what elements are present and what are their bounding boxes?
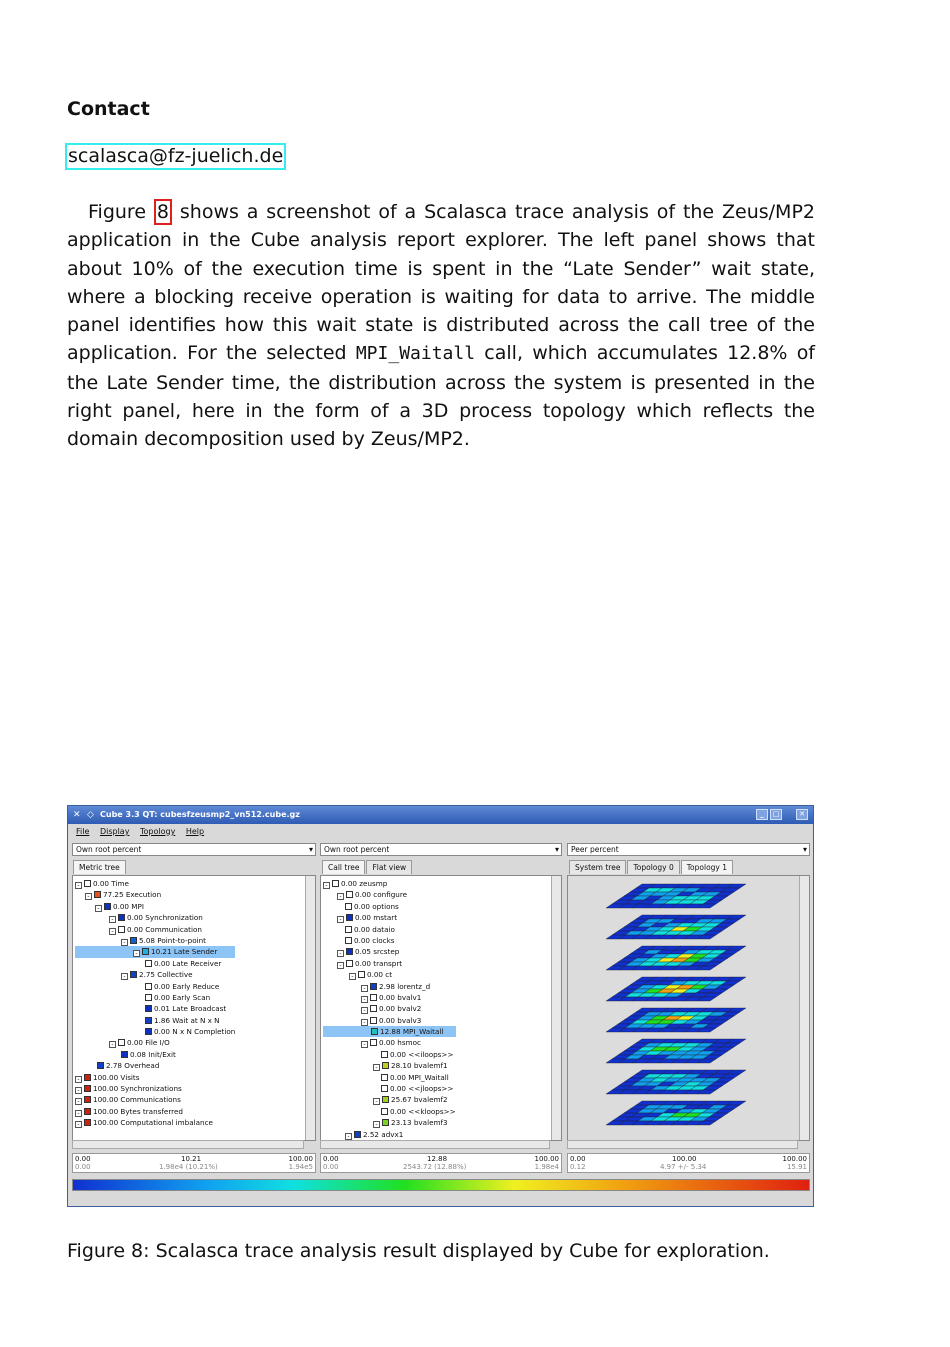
tree-row[interactable]	[323, 1003, 456, 1014]
tree-row-label: 1.86 Wait at N x N	[154, 1015, 220, 1025]
tree-row-label: 0.00 <<kloops>>	[390, 1106, 456, 1116]
stat-max-abs: 1.98e4	[534, 1163, 559, 1171]
tree-row-label: 2.78 Overhead	[106, 1061, 160, 1071]
topology-3d-view[interactable]	[568, 876, 800, 1140]
value-color-swatch	[382, 1119, 389, 1126]
section-heading: Contact	[67, 98, 150, 120]
value-color-swatch	[370, 994, 377, 1001]
code-mpi-waitall: MPI_Waitall	[355, 343, 476, 365]
value-color-swatch	[345, 903, 352, 910]
tab-flat-view[interactable]: Flat view	[366, 860, 412, 874]
tree-row[interactable]	[75, 1037, 235, 1048]
menu-bar	[68, 824, 813, 840]
tree-row-label: 28.10 bvalemf1	[391, 1061, 448, 1071]
value-color-swatch	[84, 1108, 91, 1115]
window-titlebar	[68, 806, 813, 824]
body-paragraph	[67, 198, 815, 454]
expand-toggle-icon[interactable]: -	[349, 973, 356, 980]
expand-toggle-icon[interactable]: -	[85, 893, 92, 900]
tree-row-label: 0.00 Late Receiver	[154, 958, 222, 968]
tree-row-label: 10.21 Late Sender	[151, 947, 218, 957]
expand-toggle-icon[interactable]: -	[337, 950, 344, 957]
tree-row[interactable]	[75, 912, 235, 923]
tree-row[interactable]	[75, 924, 235, 935]
menu-topology[interactable]: Topology	[139, 827, 176, 836]
close-icon[interactable]: ✕	[796, 809, 808, 820]
tree-row[interactable]	[75, 1106, 235, 1117]
tree-row[interactable]	[323, 946, 456, 957]
tree-row[interactable]	[75, 1026, 235, 1037]
expand-toggle-icon[interactable]: -	[121, 939, 128, 946]
tree-row[interactable]	[323, 1129, 456, 1140]
metric-tree	[75, 878, 235, 1129]
tree-row-label: 25.67 bvalemf2	[391, 1095, 448, 1105]
tree-row[interactable]	[323, 1037, 456, 1048]
tree-row[interactable]	[75, 1094, 235, 1105]
tree-row[interactable]	[75, 1083, 235, 1094]
expand-toggle-icon[interactable]: -	[361, 1007, 368, 1014]
value-color-swatch	[142, 948, 149, 955]
metric-scrollbar[interactable]	[305, 876, 315, 1140]
tree-row-label: 0.00 ct	[367, 970, 393, 980]
tree-row[interactable]	[323, 912, 456, 923]
tree-row[interactable]	[75, 878, 235, 889]
tree-row-label: 0.01 Late Broadcast	[154, 1004, 227, 1014]
value-color-swatch	[104, 903, 111, 910]
cube-screenshot	[67, 805, 814, 1207]
expand-toggle-icon[interactable]: -	[109, 928, 116, 935]
tree-row[interactable]	[75, 1060, 235, 1071]
stat-max: 100.00	[782, 1155, 807, 1163]
topology-layer[interactable]	[606, 884, 746, 908]
tree-row-label: 100.00 Communications	[93, 1095, 181, 1105]
metric-mode-select[interactable]: Own root percent ▾	[72, 843, 316, 856]
stat-value: 10.21	[181, 1155, 202, 1163]
tree-row[interactable]	[75, 889, 235, 900]
metric-tree-panel	[72, 875, 316, 1141]
value-color-swatch	[370, 1017, 377, 1024]
paragraph-text: shows a screenshot of a Scalasca trace analysis of the Zeus/MP2 application in the Cube analysis report explorer. The left panel shows that about 10% of the execution time is spent in the “Late Sender” wait state, where a blocking receive operation is waiting for data to arrive. The middle panel identifies how this wait state is distributed across the call tree of the application. For the selected	[67, 201, 815, 365]
tree-row[interactable]	[75, 1003, 235, 1014]
stat-min: 0.00	[570, 1155, 586, 1163]
expand-toggle-icon[interactable]: -	[373, 1064, 380, 1071]
tree-row-label: 100.00 Bytes transferred	[93, 1106, 183, 1116]
value-color-swatch	[145, 1028, 152, 1035]
value-color-swatch	[84, 1119, 91, 1126]
tree-row-label: 0.00 Early Reduce	[154, 981, 220, 991]
stat-value: 12.88	[427, 1155, 448, 1163]
tree-row[interactable]	[75, 946, 235, 957]
tree-row-label: 100.00 Computational imbalance	[93, 1118, 213, 1128]
tree-row[interactable]	[75, 969, 235, 980]
value-color-swatch	[84, 1074, 91, 1081]
stat-min: 0.00	[323, 1155, 339, 1163]
tree-row-label: 0.00 MPI_Waitall	[390, 1072, 449, 1082]
paragraph-text: Figure	[88, 201, 154, 223]
tree-row[interactable]	[323, 969, 456, 980]
value-color-swatch	[370, 1005, 377, 1012]
tree-row-label: 0.08 Init/Exit	[130, 1049, 176, 1059]
left-tabs	[73, 860, 127, 874]
expand-toggle-icon[interactable]: -	[75, 1110, 82, 1117]
expand-toggle-icon[interactable]: -	[361, 1019, 368, 1026]
tree-row-label: 100.00 Synchronizations	[93, 1084, 182, 1094]
value-color-swatch	[84, 1085, 91, 1092]
paragraph-text: call, which accumulates 12.8% of the Late Sender time, the distribution across the system is presented in the right panel, here in the form of a 3D process topology which reflects the domain decomposition used by Zeus/MP2.	[67, 342, 816, 451]
contact-email-link[interactable]: scalasca@fz-juelich.de	[65, 143, 286, 170]
topology-layer[interactable]	[606, 915, 746, 939]
stat-max: 100.00	[288, 1155, 313, 1163]
value-color-swatch	[130, 971, 137, 978]
value-color-swatch	[346, 914, 353, 921]
topology-layer[interactable]	[606, 1101, 746, 1125]
calltree-scrollbar[interactable]	[551, 876, 561, 1140]
tree-row[interactable]	[323, 1049, 456, 1060]
expand-toggle-icon[interactable]: -	[109, 916, 116, 923]
value-color-swatch	[370, 1039, 377, 1046]
tab-topology-0[interactable]: Topology 0	[627, 860, 679, 874]
minimize-icon[interactable]: _	[756, 809, 768, 820]
expand-toggle-icon[interactable]: -	[345, 1133, 352, 1140]
value-color-swatch	[130, 937, 137, 944]
value-color-swatch	[345, 937, 352, 944]
tree-row[interactable]	[323, 992, 456, 1003]
tree-row[interactable]	[75, 1049, 235, 1060]
value-color-swatch	[346, 960, 353, 967]
topology-stats	[567, 1153, 810, 1173]
tree-row[interactable]	[323, 1060, 456, 1071]
tree-row-label: 0.00 <<jloops>>	[390, 1084, 454, 1094]
tree-row-label: 0.00 options	[354, 901, 399, 911]
value-color-swatch	[84, 1096, 91, 1103]
tree-row-label: 0.05 srcstep	[355, 947, 400, 957]
tab-system-tree[interactable]: System tree	[569, 860, 626, 874]
stat-min-abs: 0.00	[75, 1163, 91, 1171]
value-color-swatch	[354, 1131, 361, 1138]
tree-row[interactable]	[323, 924, 456, 935]
tree-row-label: 2.52 advx1	[363, 1129, 404, 1139]
window-title: Cube 3.3 QT: cubesfzeusmp2_vn512.cube.gz	[100, 810, 300, 819]
value-color-swatch	[381, 1074, 388, 1081]
tree-row-label: 0.00 mstart	[355, 913, 398, 923]
tree-row[interactable]	[323, 1094, 456, 1105]
tree-row-label: 0.00 Time	[93, 879, 129, 888]
tree-row-label: 0.00 N x N Completion	[154, 1027, 236, 1037]
figure-ref-link[interactable]: 8	[154, 199, 172, 225]
stat-value: 100.00	[672, 1155, 697, 1163]
value-color-swatch	[145, 994, 152, 1001]
value-color-swatch	[118, 914, 125, 921]
expand-toggle-icon[interactable]: -	[75, 1098, 82, 1105]
value-color-swatch	[382, 1062, 389, 1069]
menu-display[interactable]: Display	[99, 827, 130, 836]
stat-max-abs: 15.91	[786, 1163, 807, 1171]
calltree-mode-select[interactable]: Own root percent ▾	[320, 843, 562, 856]
tree-row-label: 100.00 Visits	[93, 1072, 140, 1082]
expand-toggle-icon[interactable]: -	[75, 1076, 82, 1083]
tree-row[interactable]	[75, 958, 235, 969]
topology-layer[interactable]	[606, 1039, 746, 1063]
topology-hscroll[interactable]	[567, 1140, 798, 1149]
tree-row[interactable]	[323, 889, 456, 900]
tree-row-label: 2.75 Collective	[139, 970, 193, 980]
tree-row[interactable]	[323, 1026, 456, 1037]
expand-toggle-icon[interactable]: -	[121, 973, 128, 980]
value-color-swatch	[145, 1005, 152, 1012]
value-color-swatch	[381, 1108, 388, 1115]
tree-row-label: 0.00 bvalv1	[379, 992, 422, 1002]
expand-toggle-icon[interactable]: -	[373, 1098, 380, 1105]
app-icon: ✕	[73, 810, 81, 820]
expand-toggle-icon[interactable]: -	[75, 1087, 82, 1094]
tree-row[interactable]	[75, 981, 235, 992]
tree-row[interactable]	[75, 1117, 235, 1128]
tree-row-label: 0.00 hsmoc	[379, 1038, 421, 1048]
expand-toggle-icon[interactable]: -	[323, 882, 330, 889]
value-color-swatch	[145, 1017, 152, 1024]
expand-toggle-icon[interactable]: -	[75, 1121, 82, 1128]
expand-toggle-icon[interactable]: -	[95, 905, 102, 912]
stat-min-abs: 0.00	[323, 1163, 339, 1171]
value-color-swatch	[371, 1028, 378, 1035]
tree-row[interactable]	[323, 1015, 456, 1026]
value-color-swatch	[145, 983, 152, 990]
expand-toggle-icon[interactable]: -	[133, 950, 140, 957]
tab-call-tree[interactable]: Call tree	[322, 860, 365, 874]
menu-help[interactable]: Help	[185, 827, 205, 836]
tree-row[interactable]	[75, 935, 235, 946]
expand-toggle-icon[interactable]: -	[337, 916, 344, 923]
expand-toggle-icon[interactable]: -	[361, 996, 368, 1003]
stat-min-abs: 0.12	[570, 1163, 586, 1171]
tree-row[interactable]	[323, 981, 456, 992]
tree-row-label: 0.00 <<iloops>>	[390, 1049, 454, 1059]
value-color-swatch	[118, 1039, 125, 1046]
maximize-icon[interactable]: □	[770, 809, 782, 820]
color-scale-bar	[72, 1179, 810, 1191]
call-tree	[323, 878, 456, 1140]
tree-row-label: 0.00 configure	[355, 890, 408, 900]
tree-row[interactable]	[323, 1106, 456, 1117]
tree-row-label: 0.00 clocks	[354, 935, 395, 945]
tree-row-label: 0.00 bvalv2	[379, 1004, 422, 1014]
tree-row-label: 0.00 dataio	[354, 924, 395, 934]
expand-toggle-icon[interactable]: -	[75, 882, 82, 889]
stat-min: 0.00	[75, 1155, 91, 1163]
right-tabs	[569, 860, 734, 874]
value-color-swatch	[370, 983, 377, 990]
topology-layer[interactable]	[606, 977, 746, 1001]
metric-stats	[72, 1153, 316, 1173]
window-menu-icon: ◇	[87, 810, 94, 820]
tab-metric-tree[interactable]: Metric tree	[73, 860, 126, 874]
metric-hscroll[interactable]	[72, 1140, 304, 1149]
tree-row[interactable]	[75, 1072, 235, 1083]
tree-row[interactable]	[323, 1083, 456, 1094]
tree-row[interactable]	[323, 1117, 456, 1128]
tree-row[interactable]	[323, 958, 456, 969]
value-color-swatch	[84, 880, 91, 887]
value-color-swatch	[358, 971, 365, 978]
tree-row-label: 5.08 Point-to-point	[139, 935, 207, 945]
stat-max: 100.00	[534, 1155, 559, 1163]
tree-row-label: 0.00 Synchronization	[127, 913, 203, 923]
stat-value-abs: 2543.72 (12.88%)	[403, 1163, 467, 1171]
tree-row-label: 0.00 File I/O	[127, 1038, 170, 1048]
stat-value-abs: 1.98e4 (10.21%)	[159, 1163, 218, 1171]
topology-layer[interactable]	[606, 1008, 746, 1032]
value-color-swatch	[381, 1051, 388, 1058]
middle-tabs	[322, 860, 413, 874]
tree-row[interactable]	[75, 992, 235, 1003]
topology-scrollbar[interactable]	[799, 876, 809, 1140]
calltree-stats	[320, 1153, 562, 1173]
value-color-swatch	[94, 891, 101, 898]
value-color-swatch	[346, 891, 353, 898]
topology-layer[interactable]	[606, 946, 746, 970]
system-mode-select[interactable]: Peer percent ▾	[567, 843, 810, 856]
expand-toggle-icon[interactable]: -	[361, 1041, 368, 1048]
tree-row-label: 2.98 lorentz_d	[379, 981, 431, 991]
tree-row[interactable]	[323, 935, 456, 946]
expand-toggle-icon[interactable]: -	[337, 962, 344, 969]
tree-row[interactable]	[323, 878, 456, 889]
tree-row-label: 0.00 bvalv3	[379, 1015, 422, 1025]
tree-row-label: 23.13 bvalemf3	[391, 1118, 448, 1128]
expand-toggle-icon[interactable]: -	[337, 893, 344, 900]
tree-row[interactable]	[75, 901, 235, 912]
value-color-swatch	[121, 1051, 128, 1058]
menu-file[interactable]: File	[76, 827, 90, 836]
calltree-hscroll[interactable]	[320, 1140, 550, 1149]
tree-row-label: 0.00 transprt	[355, 958, 403, 968]
value-color-swatch	[381, 1085, 388, 1092]
tree-row-label: 12.88 MPI_Waitall	[380, 1027, 444, 1037]
tree-row[interactable]	[323, 901, 456, 912]
call-tree-panel	[320, 875, 562, 1141]
tree-row[interactable]	[75, 1015, 235, 1026]
tree-row-label: 0.00 Early Scan	[154, 992, 211, 1002]
expand-toggle-icon[interactable]: -	[373, 1121, 380, 1128]
expand-toggle-icon[interactable]: -	[109, 1041, 116, 1048]
topology-panel	[567, 875, 810, 1141]
value-color-swatch	[332, 880, 339, 887]
stat-max-abs: 1.94e5	[288, 1163, 313, 1171]
value-color-swatch	[97, 1062, 104, 1069]
tree-row-label: 0.00 MPI	[113, 901, 144, 911]
value-color-swatch	[118, 926, 125, 933]
tree-row-label: 0.00 zeusmp	[341, 879, 388, 888]
figure-caption: Figure 8: Scalasca trace analysis result displayed by Cube for exploration.	[67, 1240, 770, 1262]
value-color-swatch	[346, 948, 353, 955]
tree-row[interactable]	[323, 1072, 456, 1083]
stat-value-abs: 4.97 +/- 5.34	[660, 1163, 707, 1171]
value-color-swatch	[145, 960, 152, 967]
tab-topology-1[interactable]: Topology 1	[681, 860, 733, 874]
value-color-swatch	[382, 1096, 389, 1103]
tree-row-label: 77.25 Execution	[103, 890, 162, 900]
expand-toggle-icon[interactable]: -	[361, 985, 368, 992]
value-color-swatch	[345, 926, 352, 933]
tree-row-label: 0.00 Communication	[127, 924, 202, 934]
topology-layer[interactable]	[606, 1070, 746, 1094]
